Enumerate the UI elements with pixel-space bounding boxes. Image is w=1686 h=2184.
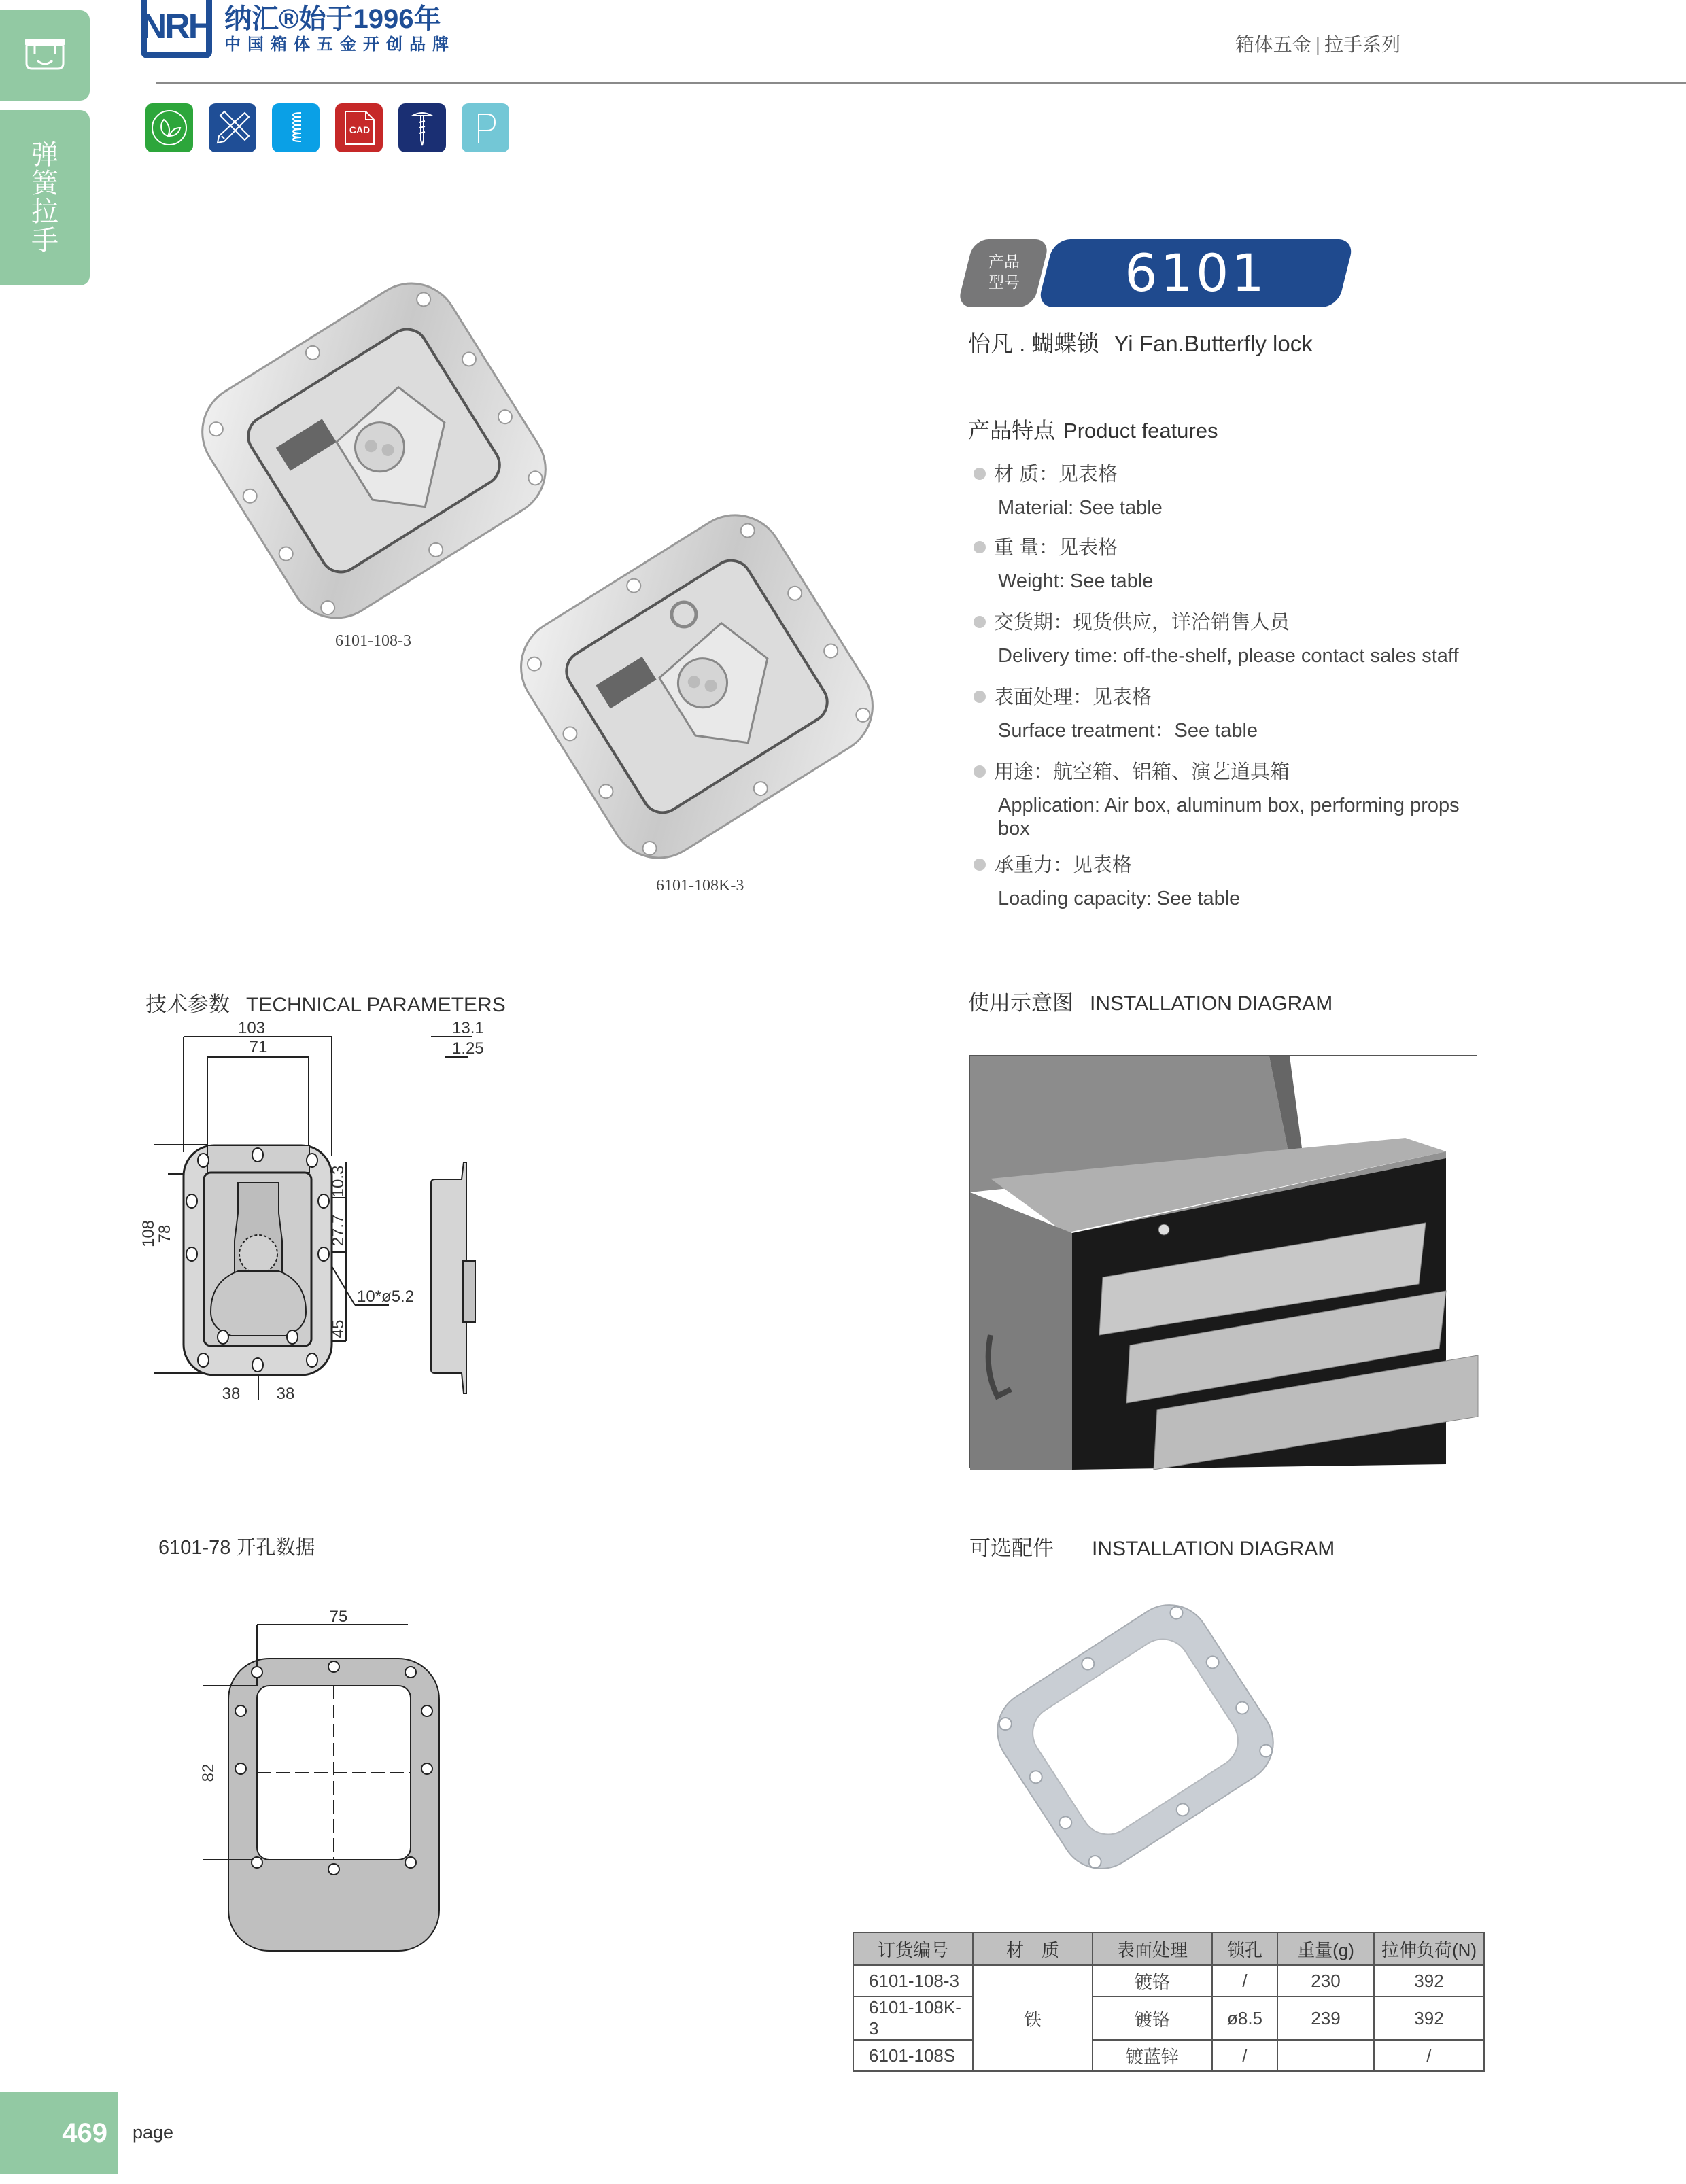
model-number: 6101: [1124, 243, 1267, 303]
product-photo-6101-108K-3: [476, 513, 918, 860]
bullet-icon: [974, 468, 986, 480]
side-tab-category[interactable]: [0, 110, 90, 285]
svg-text:13.1: 13.1: [452, 1019, 484, 1037]
accessory-heading: 可选配件 INSTALLATION DIAGRAM: [969, 1536, 1335, 1560]
spec-table: [853, 1932, 1485, 2072]
spring-icon: [272, 103, 320, 152]
cell-code: 6101-108S: [853, 2040, 973, 2071]
p-letter-icon: [462, 103, 509, 152]
col-header-order-code: 订货编号: [853, 1932, 973, 1965]
cutout-drawing: [170, 1608, 523, 1971]
page-label: page: [133, 2122, 174, 2143]
page-number: 469: [0, 2092, 118, 2174]
cell-surface: 镀蓝锌: [1093, 2040, 1212, 2071]
feature-application: 用途：航空箱、铝箱、演艺道具箱 Application: Air box, aluminum box, performing props box: [974, 757, 1463, 840]
category-char: 簧: [31, 169, 58, 198]
bullet-icon: [974, 616, 986, 628]
svg-text:10.3: 10.3: [329, 1165, 347, 1198]
cad-file-icon: [335, 103, 383, 152]
table-row: [853, 1965, 1484, 1996]
cell-surface: 镀铬: [1093, 1996, 1212, 2040]
breadcrumb: [1235, 30, 1400, 57]
feature-material: 材 质：见表格 Material: See table: [974, 459, 1163, 519]
category-char: 拉: [31, 197, 58, 227]
svg-text:108: 108: [139, 1219, 158, 1248]
photo-caption: 6101-108K-3: [656, 877, 744, 895]
cell-lock-hole: /: [1212, 2040, 1277, 2071]
svg-text:27.7: 27.7: [329, 1214, 347, 1247]
installation-heading: 使用示意图 INSTALLATION DIAGRAM: [968, 991, 1333, 1015]
logo-tagline: 中国箱体五金开创品牌: [224, 35, 455, 54]
breadcrumb-series[interactable]: 拉手系列: [1324, 34, 1400, 55]
svg-text:1.25: 1.25: [452, 1039, 484, 1058]
breadcrumb-section[interactable]: 箱体五金: [1235, 34, 1311, 55]
cell-material: 铁: [973, 1965, 1093, 2071]
header-divider: [156, 82, 1686, 84]
logo-mark: NRH: [141, 0, 212, 58]
table-header-row: [853, 1932, 1484, 1965]
design-pencil-ruler-icon: [209, 103, 256, 152]
cell-lock-hole: /: [1212, 1965, 1277, 1996]
photo-caption: 6101-108-3: [335, 632, 411, 650]
brand-logo: [141, 0, 455, 58]
svg-text:78: 78: [156, 1224, 174, 1243]
col-header-load: 拉伸负荷(N): [1374, 1932, 1484, 1965]
side-tab-icon-box: [0, 10, 90, 101]
cell-load: 392: [1374, 1965, 1484, 1996]
svg-text:71: 71: [249, 1038, 268, 1056]
svg-text:CAD: CAD: [349, 124, 371, 135]
category-char: 弹: [31, 140, 58, 170]
col-header-lock-hole: 锁孔: [1212, 1932, 1277, 1965]
cell-weight: [1277, 2040, 1374, 2071]
bullet-icon: [974, 765, 986, 778]
svg-text:82: 82: [199, 1763, 218, 1782]
screw-icon: [398, 103, 446, 152]
technical-heading: 技术参数 TECHNICAL PARAMETERS: [145, 992, 506, 1016]
accessory-frame-photo: [986, 1614, 1285, 1859]
bullet-icon: [974, 541, 986, 553]
features-heading: 产品特点 Product features: [968, 418, 1218, 443]
col-header-material: 材 质: [973, 1932, 1093, 1965]
cell-code: 6101-108-3: [853, 1965, 973, 1996]
svg-text:103: 103: [237, 1019, 266, 1037]
cutout-heading: 6101-78 开孔数据: [158, 1537, 315, 1559]
table-row: [853, 1996, 1484, 2040]
cell-load: 392: [1374, 1996, 1484, 2040]
product-name-zh: 怡凡 . 蝴蝶锁: [968, 331, 1099, 356]
eco-leaf-icon: [145, 103, 193, 152]
table-row: [853, 2040, 1484, 2071]
breadcrumb-separator: |: [1315, 34, 1320, 55]
technical-drawing: [136, 1019, 816, 1468]
feature-loading: 承重力：见表格 Loading capacity: See table: [974, 850, 1240, 910]
cell-code: 6101-108K-3: [853, 1996, 973, 2040]
col-header-weight: 重量(g): [1277, 1932, 1374, 1965]
bullet-icon: [974, 859, 986, 871]
logo-slogan: 纳汇®始于1996年: [224, 4, 441, 34]
category-char: 手: [31, 226, 58, 256]
feature-delivery: 交货期：现货供应，详洽销售人员 Delivery time: off-the-shelf, please contact sales staff: [974, 607, 1459, 668]
col-header-surface: 表面处理: [1093, 1932, 1212, 1965]
feature-surface: 表面处理：见表格 Surface treatment：See table: [974, 682, 1258, 742]
bullet-icon: [974, 691, 986, 703]
svg-text:38: 38: [276, 1385, 295, 1403]
svg-text:45: 45: [329, 1319, 347, 1338]
svg-text:75: 75: [329, 1608, 348, 1626]
case-latch-icon: [22, 36, 67, 75]
feature-icon-row: [145, 103, 509, 152]
product-name-en: Yi Fan.Butterfly lock: [1114, 331, 1313, 356]
cell-weight: 239: [1277, 1996, 1374, 2040]
product-name: [968, 326, 1313, 358]
cell-load: /: [1374, 2040, 1484, 2071]
installation-photo-toolbox: [969, 1055, 1477, 1468]
cell-surface: 镀铬: [1093, 1965, 1212, 1996]
svg-text:10*ø5.2: 10*ø5.2: [357, 1287, 415, 1306]
cell-lock-hole: ø8.5: [1212, 1996, 1277, 2040]
model-label-text: 产品 型号: [988, 253, 1020, 291]
svg-text:38: 38: [222, 1385, 241, 1403]
cell-weight: 230: [1277, 1965, 1374, 1996]
feature-weight: 重 量：见表格 Weight: See table: [974, 532, 1153, 593]
